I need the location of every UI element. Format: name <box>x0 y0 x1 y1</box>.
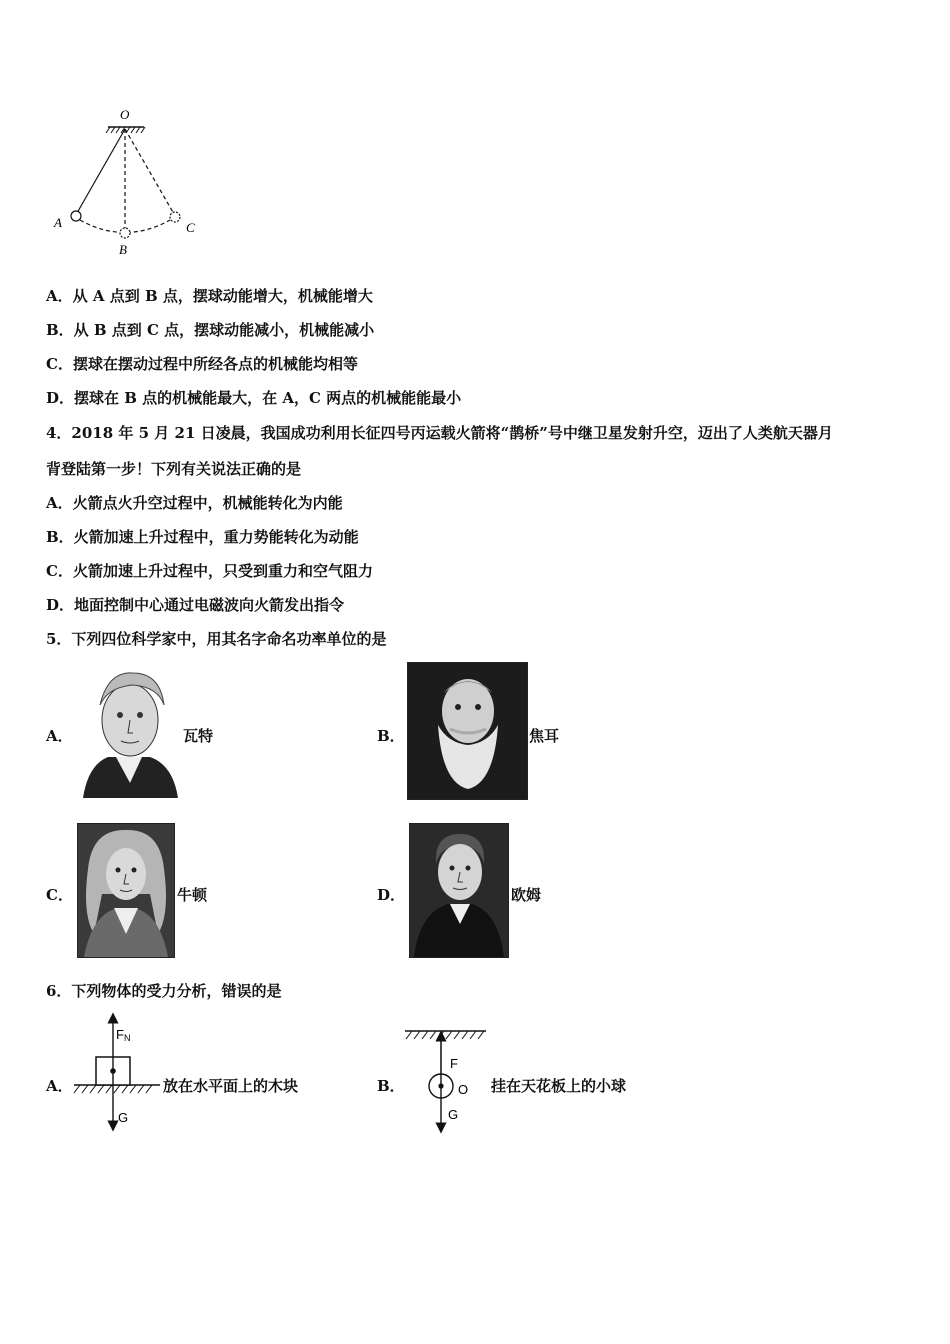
q5-stem: 5．下列四位科学家中，用其名字命名功率单位的是 <box>46 630 387 648</box>
pendulum-string-c-dashed <box>125 129 174 214</box>
ball-a <box>71 211 81 221</box>
q3-option-c: C．摆球在摆动过程中所经各点的机械能均相等 <box>46 355 358 373</box>
q5-option-c-letter: C． <box>46 886 73 904</box>
q6-option-b-letter: B． <box>377 1077 405 1095</box>
q3-option-a: A．从 A 点到 B 点，摆球动能增大，机械能增大 <box>46 287 373 305</box>
q5-option-d-name: 欧姆 <box>511 886 542 904</box>
portrait-watt <box>78 665 181 798</box>
q6-stem: 6．下列物体的受力分析，错误的是 <box>46 982 282 1000</box>
diagram-ball-hanging <box>400 1022 490 1137</box>
q5-option-b-letter: B． <box>377 727 405 745</box>
q5-option-a-name: 瓦特 <box>183 727 214 745</box>
q5-option-b-name: 焦耳 <box>529 727 560 745</box>
q5-option-a-letter: A． <box>46 727 73 745</box>
q4-option-c: C．火箭加速上升过程中，只受到重力和空气阻力 <box>46 562 373 580</box>
q6-option-a-caption: 放在水平面上的木块 <box>163 1077 299 1095</box>
label-fn: FN <box>116 1027 131 1043</box>
label-f: F <box>450 1056 458 1071</box>
label-g-a: G <box>118 1110 129 1125</box>
label-o: O <box>120 107 130 122</box>
portrait-joule <box>407 662 528 800</box>
label-a: A <box>54 215 62 230</box>
label-o-center: O <box>458 1082 469 1097</box>
label-g-b: G <box>448 1107 459 1122</box>
q6-option-a-letter: A． <box>46 1077 73 1095</box>
q4-option-a: A．火箭点火升空过程中，机械能转化为内能 <box>46 494 343 512</box>
q6-option-b-caption: 挂在天花板上的小球 <box>491 1077 627 1095</box>
pendulum-diagram <box>50 105 210 260</box>
q4-option-b: B．火箭加速上升过程中，重力势能转化为动能 <box>46 528 359 546</box>
q4-stem-line2: 背登陆第一步！下列有关说法正确的是 <box>46 460 302 478</box>
diagram-block-on-surface <box>70 1010 165 1135</box>
q3-option-d: D．摆球在 B 点的机械能最大，在 A，C 两点的机械能能最小 <box>46 389 462 407</box>
portrait-ohm <box>409 823 509 958</box>
q4-option-d: D．地面控制中心通过电磁波向火箭发出指令 <box>46 596 345 614</box>
portrait-newton <box>77 823 175 958</box>
q5-option-d-letter: D． <box>377 886 406 904</box>
ball-b <box>120 228 130 238</box>
q5-option-c-name: 牛顿 <box>177 886 208 904</box>
label-b: B <box>119 242 127 257</box>
q4-stem-line1: 4．2018 年 5 月 21 日凌晨，我国成功利用长征四号丙运载火箭将“鹊桥”号中继卫星发射升空，迈出了人类航天器月 <box>46 424 833 442</box>
q3-option-b: B．从 B 点到 C 点，摆球动能减小，机械能减小 <box>46 321 375 339</box>
ball-c <box>170 212 180 222</box>
label-c: C <box>186 220 195 235</box>
pendulum-string-a <box>77 129 125 213</box>
